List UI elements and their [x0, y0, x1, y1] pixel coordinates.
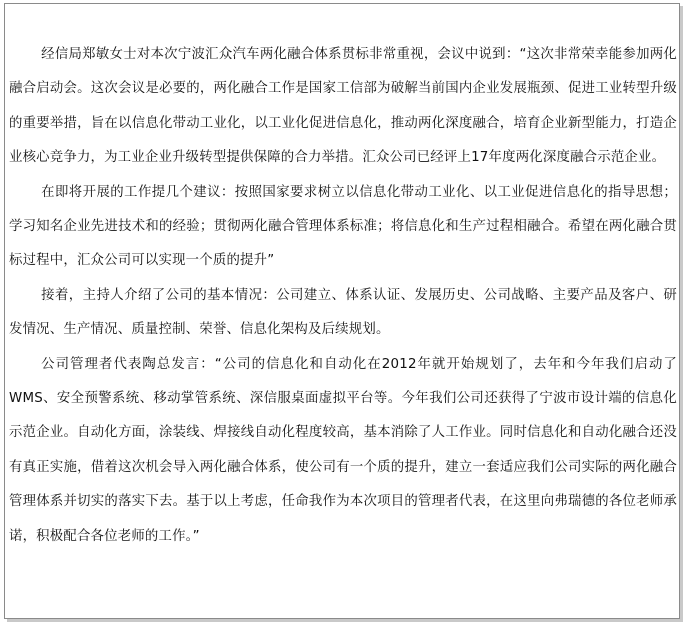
document-body	[9, 38, 677, 554]
paragraph-3: 接着，主持人介绍了公司的基本情况：公司建立、体系认证、发展历史、公司战略、主要产品及客户、研发情况、生产情况、质量控制、荣誉、信息化架构及后续规划。	[9, 287, 677, 338]
paragraph-2: 在即将开展的工作提几个建议：按照国家要求树立以信息化带动工业化、以工业促进信息化的指导思想；学习知名企业先进技术和的经验；贯彻两化融合管理体系标准；将信息化和生产过程相融合。希望在两化融合贯标过程中，汇众公司可以实现一个质的提升”	[9, 184, 677, 269]
paragraph-1: 经信局郑敏女士对本次宁波汇众汽车两化融合体系贯标非常重视，会议中说到：“这次非常荣幸能参加两化融合启动会。这次会议是必要的，两化融合工作是国家工信部为破解当前国内企业发展瓶颈、促进工业转型升级的重要举措，旨在以信息化带动工业化，以工业化促进信息化，推动两化深度融合，培育企业新型能力，打造企业核心竞争力，为工业企业升级转型提供保障的合力举措。汇众公司已经评上17年度两化深度融合示范企业。	[9, 47, 677, 166]
paragraph-4: 公司管理者代表陶总发言：“公司的信息化和自动化在2012年就开始规划了，去年和今年我们启动了WMS、安全预警系统、移动掌管系统、深信服桌面虚拟平台等。今年我们公司还获得了宁波市设计端的信息化示范企业。自动化方面，涂装线、焊接线自动化程度较高，基本消除了人工作业。同时信息化和自动化融合还没有真正实施，借着这次机会导入两化融合体系，使公司有一个质的提升，建立一套适应我们公司实际的两化融合管理体系并切实的落实下去。基于以上考虑，任命我作为本次项目的管理者代表，在这里向弗瑞德的各位老师承诺，积极配合各位老师的工作。”	[9, 356, 677, 544]
document-frame	[4, 3, 680, 619]
